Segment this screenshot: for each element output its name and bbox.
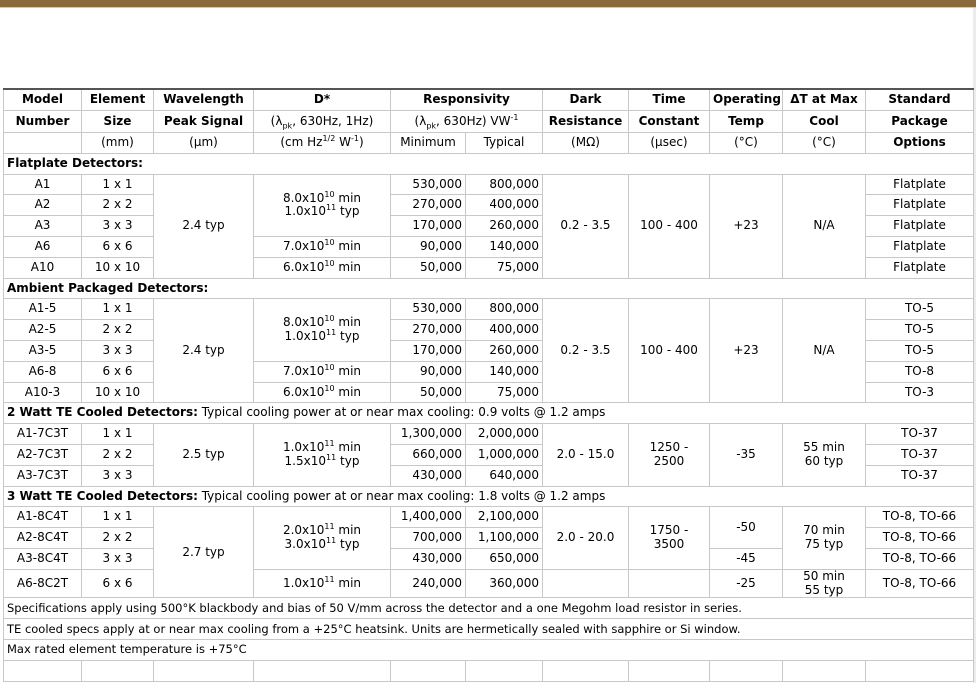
header-unit-mohm: (MΩ) [543, 132, 629, 153]
dstar-suffix: typ [336, 537, 360, 552]
element-size: 2 x 2 [82, 445, 154, 466]
responsivity-min: 270,000 [391, 320, 466, 341]
element-size: 2 x 2 [82, 195, 154, 216]
element-size: 2 x 2 [82, 528, 154, 549]
header-typical: Typical [466, 132, 543, 153]
header-resistance: Resistance [543, 111, 629, 132]
footnote: Max rated element temperature is +75°C [4, 640, 974, 661]
package-option: TO-5 [866, 320, 974, 341]
operating-temp: +23 [710, 174, 783, 278]
dstar-suffix: typ [336, 453, 360, 468]
element-size: 3 x 3 [82, 341, 154, 362]
dstar-exponent: 11 [324, 574, 335, 584]
delta-t-cool-line: 55 min [803, 440, 845, 455]
dstar-mantissa: 6.0x10 [282, 384, 325, 399]
responsivity-typ: 1,100,000 [466, 528, 543, 549]
model-number: A10 [4, 257, 82, 278]
responsivity-typ: 140,000 [466, 237, 543, 258]
section-title: Ambient Packaged Detectors: [7, 280, 209, 295]
dstar-mantissa: 8.0x10 [282, 190, 325, 205]
dstar-cell [254, 174, 391, 236]
element-size: 3 x 3 [82, 465, 154, 486]
top-border [0, 0, 976, 7]
delta-t-cool [783, 424, 866, 486]
section-header-row [4, 153, 974, 174]
dstar-exponent: 10 [324, 238, 335, 248]
blank-cell [4, 660, 82, 681]
responsivity-typ: 75,000 [466, 257, 543, 278]
dstar-mantissa: 2.0x10 [282, 523, 325, 538]
header-cool: Cool [783, 111, 866, 132]
delta-t-cool-line: 70 min [803, 523, 845, 538]
dstar-unit-sup1: 1/2 [322, 133, 336, 143]
header-unit-mm: (mm) [82, 132, 154, 153]
footnote-row [4, 619, 974, 640]
dstar-value [257, 362, 387, 379]
package-option: TO-37 [866, 465, 974, 486]
dstar-exponent: 11 [326, 452, 337, 462]
responsivity-min: 1,400,000 [391, 507, 466, 528]
section-header-row [4, 403, 974, 424]
model-number: A2 [4, 195, 82, 216]
dark-resistance: 0.2 - 3.5 [543, 299, 629, 403]
section-header [4, 278, 974, 299]
dstar-exponent: 10 [324, 189, 335, 199]
dstar-mantissa: 6.0x10 [282, 259, 325, 274]
dstar-cell [254, 237, 391, 258]
responsivity-min: 700,000 [391, 528, 466, 549]
dstar-exponent: 11 [326, 328, 337, 338]
dstar-suffix: typ [336, 204, 360, 219]
blank-cell [154, 660, 254, 681]
model-number: A3-5 [4, 341, 82, 362]
responsivity-typ: 1,000,000 [466, 445, 543, 466]
responsivity-typ: 260,000 [466, 341, 543, 362]
model-number: A2-5 [4, 320, 82, 341]
dstar-exponent: 10 [324, 362, 335, 372]
package-option: TO-5 [866, 341, 974, 362]
header-peak-signal: Peak Signal [154, 111, 254, 132]
time-constant-line: 3500 [653, 537, 685, 552]
model-number: A1-7C3T [4, 424, 82, 445]
element-size: 3 x 3 [82, 216, 154, 237]
responsivity-typ: 2,100,000 [466, 507, 543, 528]
header-temp: Temp [710, 111, 783, 132]
package-option: TO-3 [866, 382, 974, 403]
responsivity-typ: 400,000 [466, 320, 543, 341]
operating-temp: +23 [710, 299, 783, 403]
dstar-unit-sup2: -1 [351, 133, 359, 143]
dstar-suffix: typ [336, 329, 360, 344]
blank-cell [710, 660, 783, 681]
dstar-cell [254, 507, 391, 569]
header-number: Number [4, 111, 82, 132]
blank-cell [866, 660, 974, 681]
header-time: Time [629, 89, 710, 111]
dark-resistance-blank [543, 569, 629, 598]
dstar-cond-rest: , 630Hz, 1Hz) [292, 113, 374, 128]
responsivity-min: 660,000 [391, 445, 466, 466]
blank-cell [391, 660, 466, 681]
dark-resistance: 2.0 - 15.0 [543, 424, 629, 486]
header-operating: Operating [710, 89, 783, 111]
table-body [4, 89, 974, 681]
wavelength-value: 2.4 typ [154, 299, 254, 403]
package-option: Flatplate [866, 174, 974, 195]
model-number: A2-7C3T [4, 445, 82, 466]
dstar-suffix: min [334, 384, 362, 399]
responsivity-typ: 800,000 [466, 174, 543, 195]
dstar-mantissa: 1.0x10 [282, 575, 325, 590]
top-border-highlight [0, 7, 976, 8]
responsivity-min: 170,000 [391, 216, 466, 237]
package-option: TO-8, TO-66 [866, 549, 974, 570]
wavelength-value: 2.7 typ [154, 507, 254, 598]
dstar-mantissa: 7.0x10 [282, 239, 325, 254]
dstar-value [257, 441, 387, 455]
wavelength-value: 2.4 typ [154, 174, 254, 278]
responsivity-min: 50,000 [391, 257, 466, 278]
element-size: 6 x 6 [82, 361, 154, 382]
dstar-value [257, 383, 387, 400]
header-responsivity: Responsivity [391, 89, 543, 111]
header-dark: Dark [543, 89, 629, 111]
dstar-value [257, 452, 387, 469]
dstar-suffix: min [334, 523, 362, 538]
responsivity-min: 430,000 [391, 465, 466, 486]
dstar-exponent: 11 [326, 203, 337, 213]
dstar-value [257, 205, 387, 219]
responsivity-min: 240,000 [391, 569, 466, 598]
time-constant-line: 1750 - [649, 523, 689, 538]
package-option: Flatplate [866, 257, 974, 278]
dark-resistance: 2.0 - 20.0 [543, 507, 629, 569]
element-size: 1 x 1 [82, 174, 154, 195]
header-row-2 [4, 111, 974, 132]
header-unit-um: (µm) [154, 132, 254, 153]
header-unit-c-cool: (°C) [783, 132, 866, 153]
table-row [4, 424, 974, 445]
model-number: A6-8 [4, 361, 82, 382]
header-unit-usec: (µsec) [629, 132, 710, 153]
package-option: TO-8, TO-66 [866, 507, 974, 528]
element-size: 1 x 1 [82, 299, 154, 320]
responsivity-typ: 260,000 [466, 216, 543, 237]
header-blank [4, 132, 82, 153]
dstar-suffix: min [334, 239, 362, 254]
element-size: 6 x 6 [82, 237, 154, 258]
dstar-cond-sub: pk [282, 120, 293, 130]
dstar-unit-b: W [335, 134, 351, 149]
responsivity-typ: 140,000 [466, 361, 543, 382]
header-model: Model [4, 89, 82, 111]
package-option: TO-37 [866, 424, 974, 445]
dark-resistance: 0.2 - 3.5 [543, 174, 629, 278]
table-row [4, 174, 974, 195]
header-resp-conditions [391, 111, 543, 132]
model-number: A3-7C3T [4, 465, 82, 486]
element-size: 1 x 1 [82, 507, 154, 528]
package-option: TO-8, TO-66 [866, 569, 974, 598]
section-header [4, 403, 974, 424]
package-option: Flatplate [866, 195, 974, 216]
header-unit-c-op: (°C) [710, 132, 783, 153]
responsivity-typ: 2,000,000 [466, 424, 543, 445]
time-constant [629, 507, 710, 569]
model-number: A2-8C4T [4, 528, 82, 549]
package-option: Flatplate [866, 216, 974, 237]
dstar-mantissa: 7.0x10 [282, 363, 325, 378]
header-package: Package [866, 111, 974, 132]
footnote: Specifications apply using 500°K blackbody and bias of 50 V/mm across the detector and a one Megohm load resistor in series. [4, 598, 974, 619]
section-header-row [4, 486, 974, 507]
model-number: A1-8C4T [4, 507, 82, 528]
wavelength-value: 2.5 typ [154, 424, 254, 486]
dstar-value [257, 538, 387, 552]
model-number: A3 [4, 216, 82, 237]
dstar-cell [254, 569, 391, 598]
blank-cell [543, 660, 629, 681]
resp-cond-rest: , 630Hz) VW [436, 113, 511, 128]
section-header [4, 153, 974, 174]
responsivity-typ: 800,000 [466, 299, 543, 320]
model-number: A10-3 [4, 382, 82, 403]
element-size: 10 x 10 [82, 382, 154, 403]
section-header-row [4, 278, 974, 299]
dstar-mantissa: 1.5x10 [284, 453, 327, 468]
model-number: A1 [4, 174, 82, 195]
element-size: 3 x 3 [82, 549, 154, 570]
responsivity-typ: 640,000 [466, 465, 543, 486]
dstar-exponent: 10 [324, 383, 335, 393]
blank-cell [466, 660, 543, 681]
responsivity-min: 430,000 [391, 549, 466, 570]
header-options: Options [866, 132, 974, 153]
dstar-suffix: min [334, 575, 362, 590]
section-note: Typical cooling power at or near max cooling: 0.9 volts @ 1.2 amps [197, 405, 606, 420]
header-constant: Constant [629, 111, 710, 132]
model-number: A6 [4, 237, 82, 258]
resp-cond-sub: pk [426, 120, 437, 130]
detector-spec-table [3, 88, 974, 682]
dstar-cell [254, 361, 391, 382]
time-constant-line: 1250 - [649, 440, 689, 455]
responsivity-min: 50,000 [391, 382, 466, 403]
dstar-exponent: 10 [324, 258, 335, 268]
dstar-value [257, 240, 387, 254]
blank-row [4, 660, 974, 681]
dstar-value [257, 258, 387, 275]
element-size: 2 x 2 [82, 320, 154, 341]
dstar-exponent: 11 [324, 439, 335, 449]
table-row [4, 507, 974, 528]
dstar-suffix: min [334, 259, 362, 274]
responsivity-min: 90,000 [391, 361, 466, 382]
time-constant-blank [629, 569, 710, 598]
blank-cell [783, 660, 866, 681]
package-option: TO-5 [866, 299, 974, 320]
responsivity-min: 90,000 [391, 237, 466, 258]
responsivity-typ: 650,000 [466, 549, 543, 570]
footnote-row [4, 640, 974, 661]
dstar-mantissa: 1.0x10 [284, 204, 327, 219]
header-wavelength: Wavelength [154, 89, 254, 111]
header-element: Element [82, 89, 154, 111]
dstar-mantissa: 8.0x10 [282, 315, 325, 330]
dstar-exponent: 10 [324, 314, 335, 324]
delta-t-cool-line: 75 typ [804, 537, 844, 552]
dstar-cond-lambda: (λ [270, 113, 283, 128]
blank-cell [82, 660, 154, 681]
blank-cell [629, 660, 710, 681]
resp-cond-sup: -1 [510, 112, 519, 122]
time-constant-line: 2500 [653, 453, 685, 468]
model-number: A6-8C2T [4, 569, 82, 598]
dstar-suffix: min [334, 315, 362, 330]
package-option: Flatplate [866, 237, 974, 258]
dstar-cell [254, 257, 391, 278]
responsivity-min: 530,000 [391, 299, 466, 320]
table-row [4, 569, 974, 598]
responsivity-typ: 75,000 [466, 382, 543, 403]
header-size: Size [82, 111, 154, 132]
delta-t-cool [783, 507, 866, 569]
blank-cell [254, 660, 391, 681]
package-option: TO-8, TO-66 [866, 528, 974, 549]
time-constant [629, 424, 710, 486]
delta-t-cool-line: 50 min [803, 569, 845, 583]
header-standard: Standard [866, 89, 974, 111]
section-note: Typical cooling power at or near max cooling: 1.8 volts @ 1.2 amps [197, 488, 606, 503]
responsivity-min: 270,000 [391, 195, 466, 216]
time-constant: 100 - 400 [629, 299, 710, 403]
resp-cond-lambda: (λ [414, 113, 427, 128]
dstar-suffix: min [334, 440, 362, 455]
operating-temp: -45 [710, 549, 783, 570]
delta-t-cool [783, 569, 866, 598]
section-title: 2 Watt TE Cooled Detectors: [7, 405, 198, 420]
dstar-value [257, 330, 387, 344]
dstar-mantissa: 1.0x10 [284, 329, 327, 344]
operating-temp: -35 [710, 424, 783, 486]
model-number: A1-5 [4, 299, 82, 320]
dstar-unit-c: ) [358, 134, 364, 149]
dstar-unit-a: (cm Hz [280, 134, 323, 149]
delta-t-cool-line: 60 typ [804, 453, 844, 468]
package-option: TO-8 [866, 361, 974, 382]
dstar-suffix: min [334, 363, 362, 378]
section-title: 3 Watt TE Cooled Detectors: [7, 488, 198, 503]
footnote-row [4, 598, 974, 619]
header-delta-t: ΔT at Max [783, 89, 866, 111]
element-size: 6 x 6 [82, 569, 154, 598]
delta-t-cool: N/A [783, 174, 866, 278]
header-dstar: D* [254, 89, 391, 111]
section-header [4, 486, 974, 507]
dstar-suffix: min [334, 190, 362, 205]
dstar-mantissa: 1.0x10 [282, 440, 325, 455]
operating-temp: -25 [710, 569, 783, 598]
dstar-cell [254, 299, 391, 361]
responsivity-min: 1,300,000 [391, 424, 466, 445]
header-dstar-conditions [254, 111, 391, 132]
dstar-mantissa: 3.0x10 [284, 537, 327, 552]
delta-t-cool: N/A [783, 299, 866, 403]
time-constant: 100 - 400 [629, 174, 710, 278]
responsivity-min: 170,000 [391, 341, 466, 362]
operating-temp: -50 [710, 507, 783, 549]
responsivity-typ: 400,000 [466, 195, 543, 216]
header-row-1 [4, 89, 974, 111]
dstar-exponent: 11 [326, 536, 337, 546]
responsivity-typ: 360,000 [466, 569, 543, 598]
dstar-exponent: 11 [324, 522, 335, 532]
model-number: A3-8C4T [4, 549, 82, 570]
header-minimum: Minimum [391, 132, 466, 153]
element-size: 1 x 1 [82, 424, 154, 445]
section-title: Flatplate Detectors: [7, 155, 143, 170]
dstar-value [257, 574, 387, 591]
footnote: TE cooled specs apply at or near max cooling from a +25°C heatsink. Units are hermetically sealed with sapphire or Si window. [4, 619, 974, 640]
responsivity-min: 530,000 [391, 174, 466, 195]
header-row-3 [4, 132, 974, 153]
header-unit-dstar [254, 132, 391, 153]
table-row [4, 299, 974, 320]
dstar-cell [254, 382, 391, 403]
dstar-cell [254, 424, 391, 486]
package-option: TO-37 [866, 445, 974, 466]
delta-t-cool-line: 55 typ [804, 582, 844, 597]
element-size: 10 x 10 [82, 257, 154, 278]
